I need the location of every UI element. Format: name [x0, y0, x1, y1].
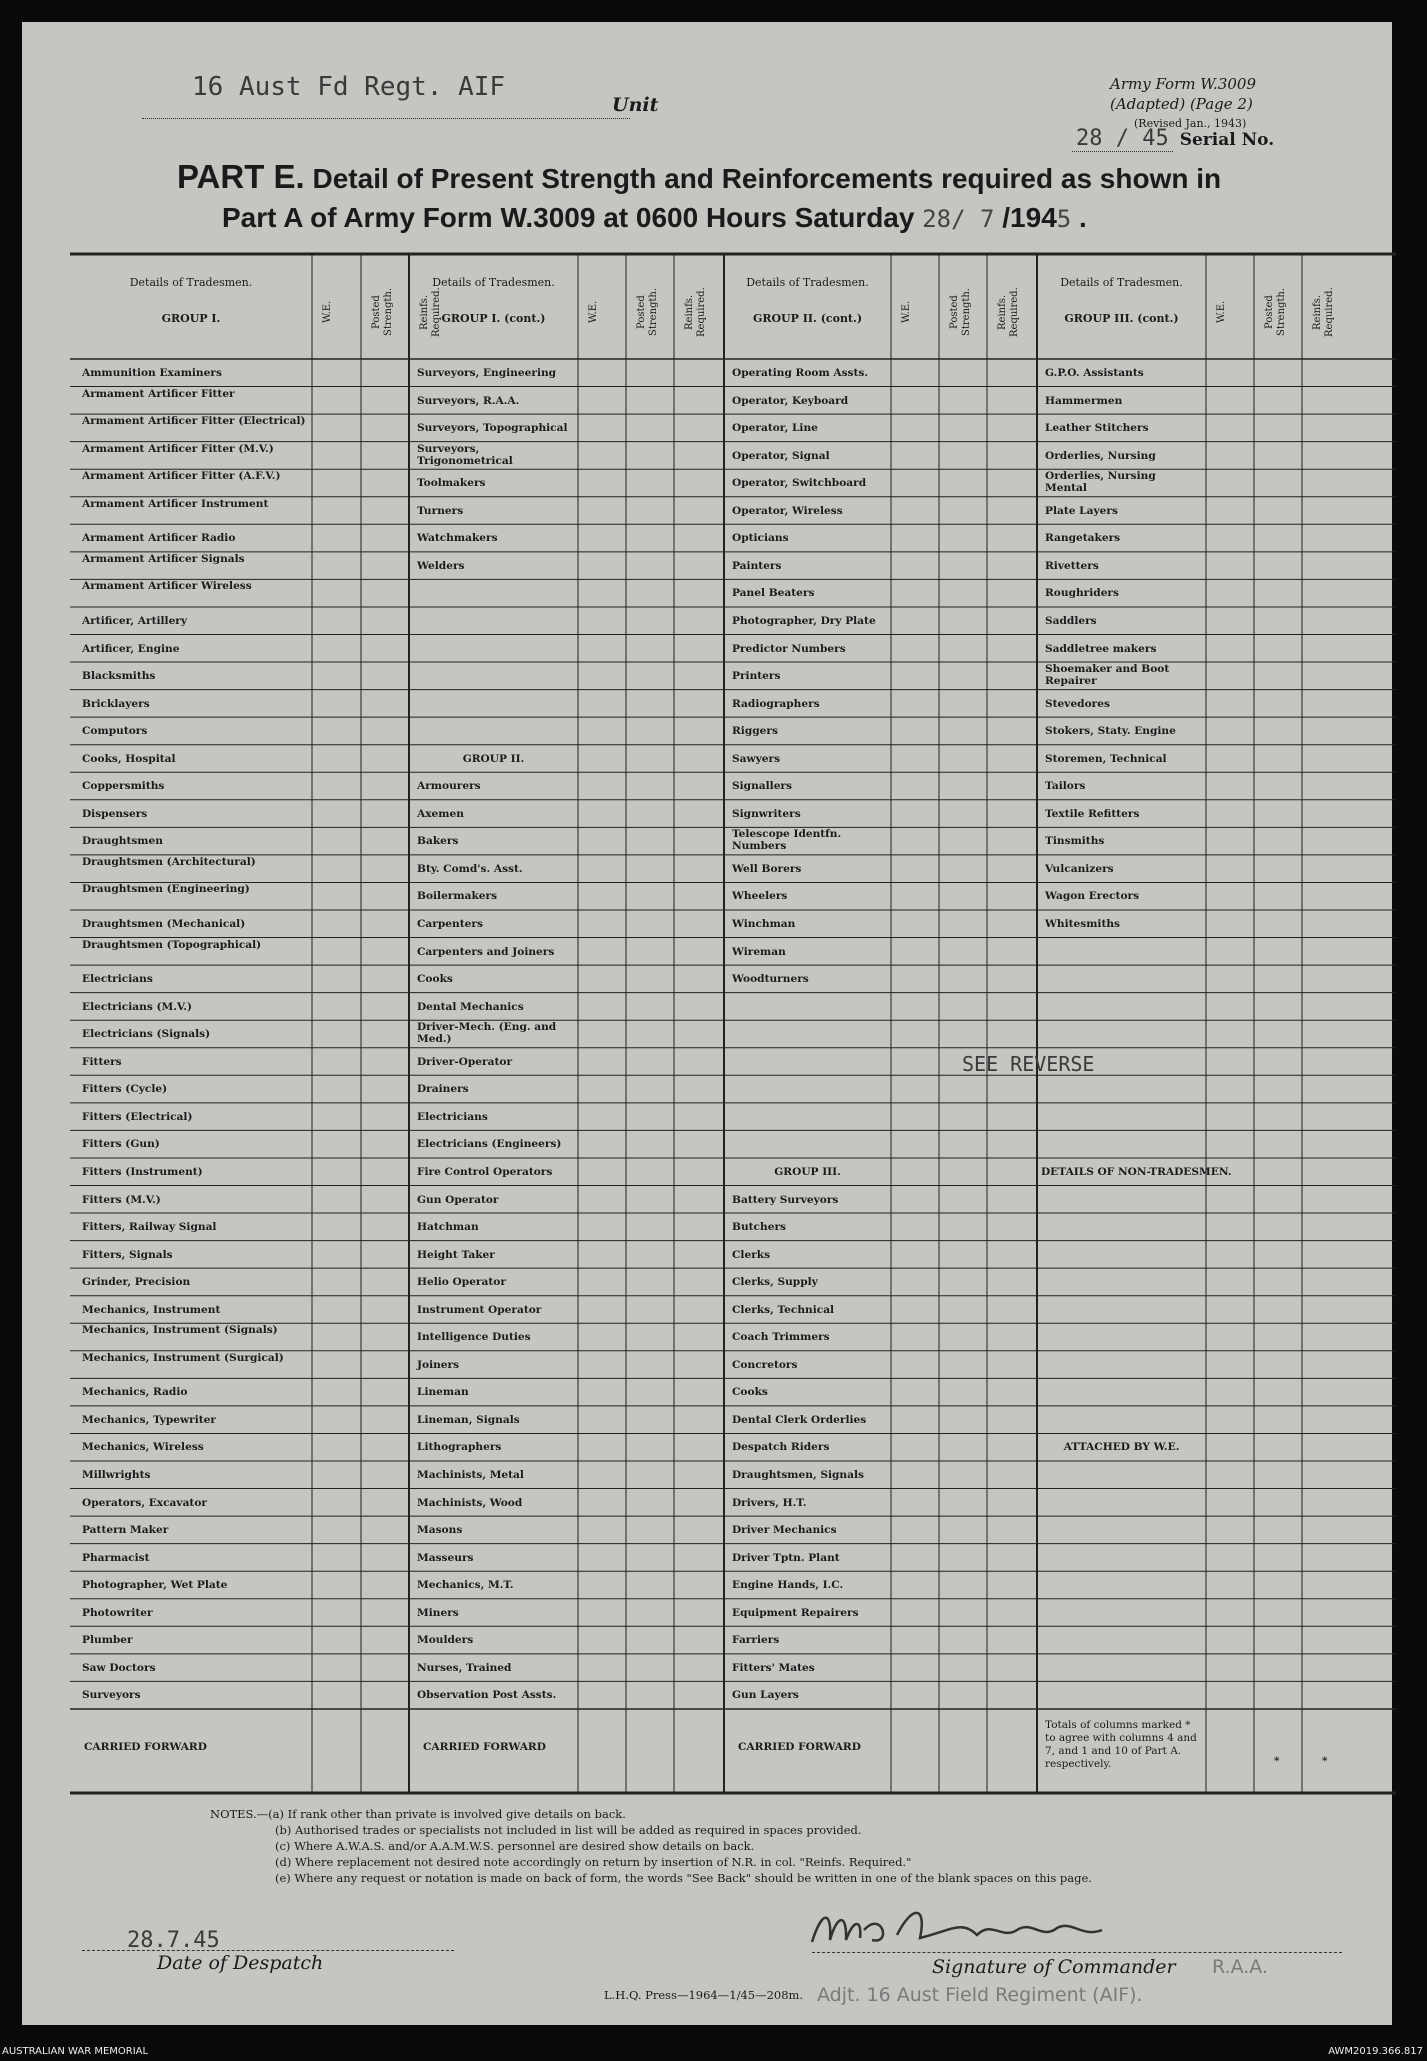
table-row-label: Nurses, Trained	[417, 1661, 512, 1674]
table-row-label: Winchman	[732, 918, 796, 930]
table-row-label: Tinsmiths	[1045, 835, 1105, 848]
table-row-label: Operating Room Assts.	[732, 367, 869, 379]
column-header-details: Details of Tradesmen.	[746, 276, 869, 289]
table-row-label: Wagon Erectors	[1045, 890, 1140, 903]
table-row-label: Operator, Signal	[732, 449, 830, 462]
table-row-label: Armament Artificer Fitter	[82, 387, 235, 400]
asterisk-mark: *	[1274, 1754, 1280, 1767]
table-row-label: Height Taker	[417, 1248, 495, 1261]
table-row-label: Printers	[732, 670, 781, 683]
note-b: (b) Authorised trades or specialists not included in list will be added as required in spaces provided.	[275, 1823, 862, 1837]
column-header-details: Details of Tradesmen.	[129, 276, 253, 289]
table-row-label: Hammermen	[1045, 394, 1123, 407]
table-row-label: Armament Artificer Fitter (Electrical)	[82, 415, 306, 428]
title-date: 28/ 7	[922, 205, 995, 233]
column-header-group: GROUP I.	[161, 312, 221, 325]
table-row-label: Armament Artificer Instrument	[82, 497, 269, 510]
table-row-label: Opticians	[732, 532, 789, 545]
table-row-label: GROUP III.	[774, 1165, 841, 1178]
table-row-label: Watchmakers	[417, 532, 498, 545]
table-row-label: Artificer, Artillery	[82, 614, 188, 627]
table-row-label: Surveyors	[82, 1689, 141, 1702]
title-year-suffix: 5	[1056, 205, 1072, 233]
table-row-label: Fitters (Gun)	[82, 1138, 160, 1151]
unit-line	[142, 118, 630, 119]
table-row-label: Helio Operator	[417, 1276, 506, 1289]
table-row-label: Signwriters	[732, 807, 801, 820]
table-row-label: Surveyors, R.A.A.	[417, 394, 520, 407]
table-row-label: Engine Hands, I.C.	[732, 1579, 844, 1592]
table-row-label: Photographer, Dry Plate	[732, 614, 876, 627]
table-row-label: Cooks	[417, 973, 453, 986]
table-row-label: Painters	[732, 559, 782, 572]
table-row-label: Millwrights	[82, 1469, 151, 1481]
table-row-label: Joiners	[417, 1358, 460, 1371]
table-row-label: Despatch Riders	[732, 1441, 830, 1454]
table-row-label: Sawyers	[732, 752, 781, 765]
despatch-line	[82, 1950, 454, 1951]
table-row-label: Grinder, Precision	[82, 1276, 191, 1289]
note-d: (d) Where replacement not desired note accordingly on return by insertion of N.R. in col. "Reinfs. Required."	[275, 1855, 912, 1869]
table-row-label: Ammunition Examiners	[82, 367, 222, 379]
signature-label: Signature of Commander	[932, 1956, 1176, 1978]
note-c: (c) Where A.W.A.S. and/or A.A.M.W.S. personnel are desired show details on back.	[275, 1839, 755, 1853]
table-row-label: Operator, Switchboard	[732, 477, 867, 490]
table-row-label: Drainers	[417, 1083, 469, 1096]
table-row-label: Computors	[82, 725, 148, 738]
table-row-label: Mechanics, Radio	[82, 1386, 188, 1399]
table-row-label: Pattern Maker	[82, 1524, 169, 1537]
table-row-label: Bricklayers	[82, 697, 150, 710]
table-row-label: G.P.O. Assistants	[1045, 367, 1144, 379]
form-page	[22, 22, 1392, 2025]
table-row-label: Fitters (Cycle)	[82, 1083, 168, 1096]
table-row-label: Saddletree makers	[1045, 642, 1157, 655]
table-row-label: Lithographers	[417, 1441, 502, 1454]
table-row-label: Fitters (M.V.)	[82, 1193, 161, 1206]
note-a: NOTES.—(a) If rank other than private is involved give details on back.	[210, 1807, 626, 1821]
table-row-label: Blacksmiths	[82, 670, 156, 683]
table-row-label: Operator, Keyboard	[732, 394, 849, 407]
table-row-label: Hatchman	[417, 1221, 479, 1234]
table-row-label: Driver-Operator	[417, 1055, 513, 1068]
table-row-label: Turners	[417, 504, 464, 517]
table-row-label: Draughtsmen (Mechanical)	[82, 918, 246, 930]
table-row-label: Stokers, Staty. Engine	[1045, 725, 1176, 738]
title-year-prefix: /194	[1002, 202, 1057, 233]
table-row-label: Bty. Comd's. Asst.	[417, 862, 523, 875]
table-row-label: Rivetters	[1045, 559, 1099, 572]
column-header-we: W.E.	[322, 300, 333, 324]
table-row-label: Bakers	[417, 835, 459, 848]
title-part: PART E.	[177, 158, 305, 195]
table-row-label: Fitters, Railway Signal	[82, 1221, 217, 1234]
table-row-label: Fitters' Mates	[732, 1661, 815, 1674]
table-row-label: Woodturners	[732, 973, 809, 986]
table-row-label: Signallers	[732, 780, 792, 793]
column-header-reinfs: Reinfs. Required.	[684, 287, 707, 337]
table-row-label: Driver Tptn. Plant	[732, 1551, 840, 1564]
table-row-label: Vulcanizers	[1045, 862, 1114, 875]
table-row-label: Axemen	[417, 807, 464, 820]
serial-value: 28 / 45	[1072, 126, 1173, 152]
column-header-posted: Posted Strength.	[1264, 287, 1287, 337]
credit-left: AUSTRALIAN WAR MEMORIAL	[2, 2046, 149, 2057]
table-row-label: Mechanics, Typewriter	[82, 1413, 216, 1426]
table-row-label: ATTACHED BY W.E.	[1063, 1441, 1180, 1454]
form-line3: (Revised Jan., 1943)	[1134, 117, 1247, 130]
table-row-label: Armament Artificer Wireless	[82, 580, 252, 593]
form-line2: (Adapted) (Page 2)	[1110, 95, 1253, 113]
table-row-label: Plumber	[82, 1634, 133, 1647]
table-row-label: Butchers	[732, 1221, 786, 1234]
table-row-label: Intelligence Duties	[417, 1331, 531, 1344]
asterisk-mark: *	[1322, 1754, 1328, 1767]
table-row-label: Surveyors, Engineering	[417, 367, 557, 379]
table-row-label: Instrument Operator	[417, 1303, 542, 1316]
table-row-label: Surveyors, Topographical	[417, 422, 568, 435]
table-row-label: Storemen, Technical	[1045, 752, 1167, 765]
table-row-label: Clerks	[732, 1248, 771, 1261]
table-row-label: Shoemaker and Boot Repairer	[1045, 663, 1170, 688]
carried-forward-label: CARRIED FORWARD	[423, 1740, 546, 1753]
despatch-date-value: 28.7.45	[127, 1928, 220, 1953]
page-title-line1	[177, 158, 1221, 196]
table-row-label: Orderlies, Nursing	[1045, 449, 1156, 462]
table-row-label: Mechanics, Instrument (Signals)	[82, 1324, 278, 1337]
table-row-label: Electricians (Signals)	[82, 1028, 211, 1041]
table-row-label: Stevedores	[1045, 697, 1110, 710]
column-header-reinfs: Reinfs. Required.	[419, 287, 442, 337]
table-row-label: Telescope Identfn. Numbers	[732, 828, 842, 853]
strength-table	[70, 254, 1396, 1814]
table-row-label: Well Borers	[732, 862, 802, 875]
table-row-label: Electricians	[417, 1110, 488, 1123]
column-header-group: GROUP III. (cont.)	[1064, 312, 1179, 325]
table-row-label: Drivers, H.T.	[732, 1496, 807, 1509]
table-row-label: Riggers	[732, 725, 778, 738]
table-row-label: Masseurs	[417, 1551, 474, 1564]
column-header-we: W.E.	[901, 300, 912, 324]
table-row-label: Predictor Numbers	[732, 642, 846, 655]
unit-value: 16 Aust Fd Regt. AIF	[192, 72, 506, 102]
title-rest: Detail of Present Strength and Reinforcements required as shown in	[312, 163, 1222, 194]
column-header-details: Details of Tradesmen.	[1060, 276, 1183, 289]
column-header-posted: Posted Strength.	[949, 287, 972, 337]
table-row-label: Armament Artificer Fitter (A.F.V.)	[82, 470, 281, 483]
table-row-label: Saw Doctors	[82, 1661, 156, 1674]
table-row-label: Armament Artificer Fitter (M.V.)	[82, 442, 274, 455]
table-row-label: Draughtsmen (Engineering)	[82, 883, 250, 896]
column-header-posted: Posted Strength.	[636, 287, 659, 337]
table-row-label: Draughtsmen	[82, 835, 163, 848]
table-row-label: Dispensers	[82, 807, 148, 820]
table-row-label: Operator, Line	[732, 422, 818, 435]
table-row-label: Battery Surveyors	[732, 1193, 839, 1206]
table-row-label: Plate Layers	[1045, 504, 1118, 517]
table-row-label: Coach Trimmers	[732, 1331, 830, 1344]
table-row-label: Carpenters	[417, 918, 483, 930]
table-row-label: Machinists, Wood	[417, 1496, 523, 1509]
table-row-label: Mechanics, Wireless	[82, 1441, 204, 1454]
table-row-label: Driver Mechanics	[732, 1524, 837, 1537]
table-row-label: Orderlies, Nursing Mental	[1045, 470, 1156, 495]
table-row-label: Fire Control Operators	[417, 1165, 553, 1178]
table-row-label: Armament Artificer Signals	[82, 552, 245, 565]
table-row-label: Photowriter	[82, 1606, 153, 1619]
table-row-label: Tailors	[1045, 780, 1086, 793]
carried-forward-label: CARRIED FORWARD	[84, 1740, 207, 1753]
table-row-label: Rangetakers	[1045, 532, 1121, 545]
table-row-label: Draughtsmen (Topographical)	[82, 938, 262, 951]
table-row-label: Panel Beaters	[732, 587, 815, 600]
column-header-group: GROUP I. (cont.)	[441, 312, 546, 325]
table-row-label: Gun Layers	[732, 1689, 799, 1702]
notes	[210, 1806, 1092, 1886]
table-row-label: Lineman, Signals	[417, 1413, 520, 1426]
column-header-posted: Posted Strength.	[371, 287, 394, 337]
despatch-label: Date of Despatch	[157, 1952, 324, 1974]
table-row-label: Fitters, Signals	[82, 1248, 173, 1261]
unit-label: Unit	[612, 94, 659, 116]
note-e: (e) Where any request or notation is made on back of form, the words "See Back" should be written in one of the blank spaces on this page.	[275, 1871, 1092, 1885]
table-row-label: Mechanics, Instrument (Surgical)	[82, 1351, 284, 1364]
table-row-label: Electricians (Engineers)	[417, 1138, 562, 1151]
column-header-we: W.E.	[588, 300, 599, 324]
table-row-label: Artificer, Engine	[82, 642, 180, 655]
table-row-label: Whitesmiths	[1045, 918, 1121, 930]
table-row-label: Surveyors, Trigonometrical	[417, 442, 513, 467]
table-row-label: DETAILS OF NON-TRADESMEN.	[1041, 1165, 1232, 1178]
column-header-details: Details of Tradesmen.	[432, 276, 555, 289]
form-identifier	[1110, 74, 1256, 134]
table-row-label: Mechanics, Instrument	[82, 1303, 221, 1316]
table-row-label: Welders	[417, 559, 465, 572]
table-row-label: Fitters	[82, 1055, 122, 1068]
table-row-label: Saddlers	[1045, 614, 1097, 627]
title-line2: Part A of Army Form W.3009 at 0600 Hours Saturday	[222, 202, 915, 233]
table-row-label: Armourers	[417, 780, 481, 793]
table-row-label: GROUP II.	[462, 752, 525, 765]
totals-note: Totals of columns marked * to agree with columns 4 and 7, and 1 and 10 of Part A. respectively.	[1045, 1718, 1197, 1770]
page-title-line2: Part A of Army Form W.3009 at 0600 Hours Saturday 28/ 7 /1945 .	[222, 202, 1087, 233]
column-header-we: W.E.	[1216, 300, 1227, 324]
table-row-label: Fitters (Electrical)	[82, 1110, 193, 1123]
table-row-label: Electricians (M.V.)	[82, 1000, 192, 1013]
table-row-label: Dental Mechanics	[417, 1000, 524, 1013]
table-row-label: Wireman	[732, 945, 786, 958]
stamp-adjutant: Adjt. 16 Aust Field Regiment (AIF).	[817, 1984, 1143, 2006]
table-row-label: Cooks, Hospital	[82, 752, 176, 765]
table-row-label: Lineman	[417, 1386, 469, 1399]
table-row-label: Mechanics, M.T.	[417, 1579, 514, 1592]
handwritten-signature	[802, 1900, 1162, 1960]
serial-label: Serial No.	[1179, 130, 1275, 150]
press-imprint: L.H.Q. Press—1964—1/45—208m.	[604, 1988, 804, 2002]
table-row-label: Armament Artificer Radio	[82, 532, 236, 545]
table-row-label: Operators, Excavator	[82, 1496, 207, 1509]
column-header-group: GROUP II. (cont.)	[752, 312, 863, 325]
table-row-label: Draughtsmen, Signals	[732, 1469, 864, 1481]
table-row-label: Carpenters and Joiners	[417, 945, 555, 958]
table-row-label: Leather Stitchers	[1045, 422, 1149, 435]
table-row-label: Radiographers	[732, 697, 820, 710]
table-row-label: Machinists, Metal	[417, 1469, 524, 1481]
table-row-label: Photographer, Wet Plate	[82, 1579, 228, 1592]
signature-line	[812, 1952, 1342, 1953]
column-header-reinfs: Reinfs. Required.	[1312, 287, 1335, 337]
table-row-label: Miners	[417, 1606, 459, 1619]
table-row-label: Concretors	[732, 1358, 798, 1371]
table-row-label: Toolmakers	[417, 477, 486, 490]
table-row-label: Fitters (Instrument)	[82, 1165, 203, 1178]
table-row-label: Masons	[417, 1524, 463, 1537]
table-row-label: Wheelers	[732, 890, 788, 903]
table-row-label: Clerks, Technical	[732, 1303, 835, 1316]
table-row-label: Textile Refitters	[1045, 807, 1140, 820]
table-row-label: Roughriders	[1045, 587, 1119, 600]
table-row-label: Moulders	[417, 1634, 474, 1647]
table-row-label: Draughtsmen (Architectural)	[82, 855, 256, 868]
table-row-label: Observation Post Assts.	[417, 1689, 557, 1702]
table-row-label: Boilermakers	[417, 890, 498, 903]
table-row-label: Operator, Wireless	[732, 504, 843, 517]
table-row-label: Clerks, Supply	[732, 1276, 818, 1289]
table-row-label: Gun Operator	[417, 1193, 499, 1206]
table-row-label: Pharmacist	[82, 1551, 150, 1564]
carried-forward-label: CARRIED FORWARD	[738, 1740, 861, 1753]
see-reverse-note: SEE REVERSE	[962, 1051, 1095, 1076]
credit-right: AWM2019.366.817	[1328, 2046, 1423, 2057]
table-row-label: Driver-Mech. (Eng. and Med.)	[417, 1021, 557, 1046]
table-row-label: Dental Clerk Orderlies	[732, 1413, 867, 1426]
table-row-label: Equipment Repairers	[732, 1606, 859, 1619]
table-row-label: Coppersmiths	[82, 780, 165, 793]
form-line1: Army Form W.3009	[1110, 75, 1256, 93]
stamp-raa: R.A.A.	[1212, 1956, 1268, 1978]
table-row-label: Farriers	[732, 1634, 780, 1647]
serial-number	[1072, 126, 1274, 151]
table-row-label: Electricians	[82, 973, 153, 986]
table-row-label: Cooks	[732, 1386, 768, 1399]
column-header-reinfs: Reinfs. Required.	[997, 287, 1020, 337]
